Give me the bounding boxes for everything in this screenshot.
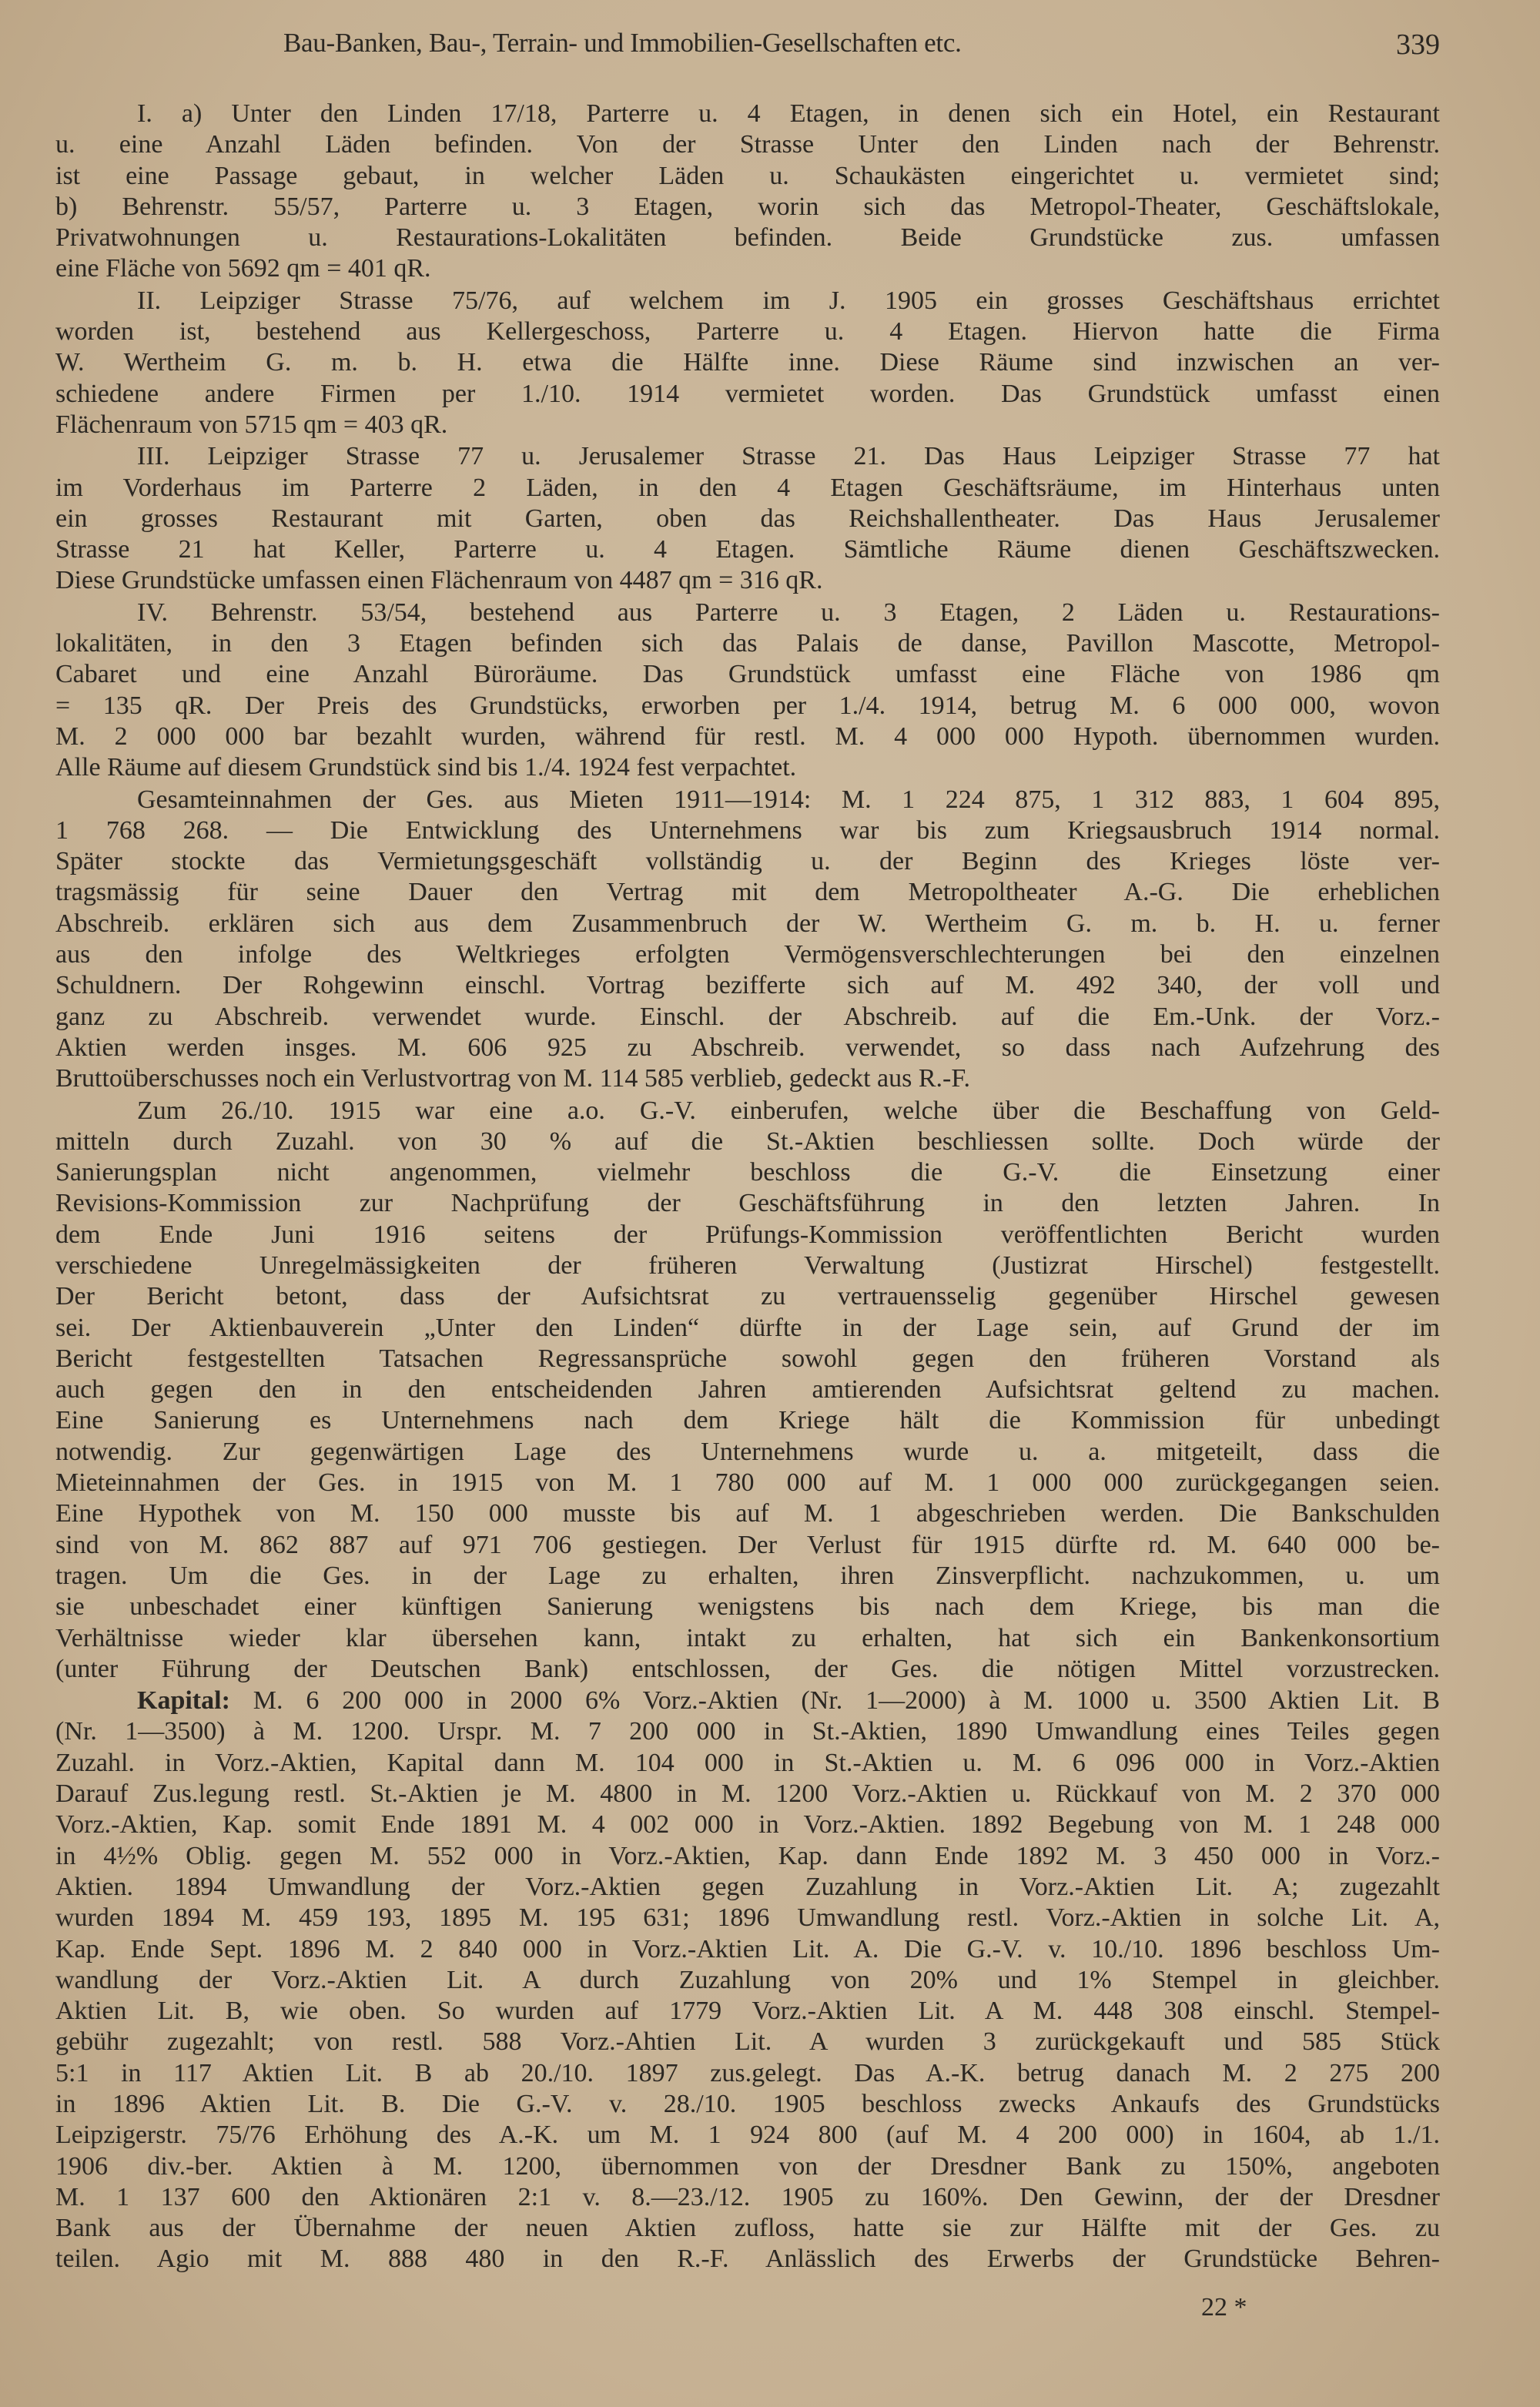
text-line: Verhältnisse wieder klar übersehen kann, intakt zu erhalten, hat sich ein Bankenkonsortium	[55, 1623, 1440, 1652]
text-line: mitteln durch Zuzahl. von 30 % auf die St.-Aktien beschliessen sollte. Doch würde der	[55, 1127, 1440, 1156]
paragraph	[55, 441, 1440, 596]
text-line: lokalitäten, in den 3 Etagen befinden sich das Palais de danse, Pavillon Mascotte, Metropol-	[55, 629, 1440, 658]
text-line: (unter Führung der Deutschen Bank) entschlossen, der Ges. die nötigen Mittel vorzustrecken.	[55, 1654, 1440, 1683]
text-line: u. eine Anzahl Läden befinden. Von der Strasse Unter den Linden nach der Behrenstr.	[55, 130, 1440, 159]
text-line: aus den infolge des Weltkrieges erfolgten Vermögensverschlechterungen bei den einzelnen	[55, 940, 1440, 969]
page-body	[55, 99, 1440, 2276]
text-line: Diese Grundstücke umfassen einen Flächenraum von 4487 qm = 316 qR.	[55, 566, 823, 595]
text-line: notwendig. Zur gegenwärtigen Lage des Unternehmens wurde u. a. mitgeteilt, dass die	[55, 1437, 1440, 1466]
text-line: dem Ende Juni 1916 seitens der Prüfungs-Kommission veröffentlichten Bericht wurden	[55, 1220, 1440, 1249]
text-line: Alle Räume auf diesem Grundstück sind bis 1./4. 1924 fest verpachtet.	[55, 753, 797, 782]
text-line: tragen. Um die Ges. in der Lage zu erhalten, ihren Zinsverpflicht. nachzukommen, u. um	[55, 1561, 1440, 1590]
text-line: M. 1 137 600 den Aktionären 2:1 v. 8.—23./12. 1905 zu 160%. Den Gewinn, der der Dresdner	[55, 2182, 1440, 2211]
paragraph	[55, 99, 1440, 285]
text-line: M. 2 000 000 bar bezahlt wurden, während für restl. M. 4 000 000 Hypoth. übernommen wurden.	[55, 721, 1440, 751]
text-line: Aktien. 1894 Umwandlung der Vorz.-Aktien gegen Zuzahlung in Vorz.-Aktien Lit. A; zugezahlt	[55, 1872, 1440, 1901]
page-number: 339	[1396, 28, 1440, 61]
text-line: Sanierungsplan nicht angenommen, vielmehr beschloss die G.-V. die Einsetzung einer	[55, 1158, 1440, 1187]
text-line: teilen. Agio mit M. 888 480 in den R.-F. Anlässlich des Erwerbs der Grundstücke Behren-	[55, 2245, 1440, 2274]
text-line: Abschreib. erklären sich aus dem Zusammenbruch der W. Wertheim G. m. b. H. u. ferner	[55, 909, 1440, 938]
signature-mark: 22 *	[1201, 2293, 1247, 2322]
text-line: schiedene andere Firmen per 1./10. 1914 vermietet worden. Das Grundstück umfasst einen	[55, 379, 1440, 408]
text-line: Darauf Zus.legung restl. St.-Aktien je M. 4800 in M. 1200 Vorz.-Aktien u. Rückkauf von M. 2 370 000	[55, 1779, 1440, 1809]
line-text: M. 6 200 000 in 2000 6% Vorz.-Aktien (Nr. 1—2000) à M. 1000 u. 3500 Aktien Lit. B	[253, 1686, 1441, 1716]
text-line	[55, 1686, 1440, 1716]
text-line: ist eine Passage gebaut, in welcher Läden u. Schaukästen eingerichtet u. vermietet sind;	[55, 161, 1440, 190]
text-line: Aktien Lit. B, wie oben. So wurden auf 1779 Vorz.-Aktien Lit. A M. 448 308 einschl. Stempel-	[55, 1997, 1440, 2026]
text-line: sind von M. 862 887 auf 971 706 gestiegen. Der Verlust für 1915 dürfte rd. M. 640 000 be-	[55, 1530, 1440, 1559]
running-header	[277, 28, 1440, 66]
text-line: = 135 qR. Der Preis des Grundstücks, erworben per 1./4. 1914, betrug M. 6 000 000, wovon	[55, 691, 1440, 720]
text-line: Später stockte das Vermietungsgeschäft vollständig u. der Beginn des Krieges löste ver-	[55, 847, 1440, 876]
text-line: wandlung der Vorz.-Aktien Lit. A durch Zuzahlung von 20% und 1% Stempel in gleichber.	[55, 1965, 1440, 1994]
text-line: Eine Sanierung es Unternehmens nach dem Kriege hält die Kommission für unbedingt	[55, 1406, 1440, 1435]
text-line: Bericht festgestellten Tatsachen Regressansprüche sowohl gegen den früheren Vorstand als	[55, 1344, 1440, 1373]
text-line: Kap. Ende Sept. 1896 M. 2 840 000 in Vorz.-Aktien Lit. A. Die G.-V. v. 10./10. 1896 beschloss Um-	[55, 1934, 1440, 1963]
text-line: im Vorderhaus im Parterre 2 Läden, in den 4 Etagen Geschäftsräume, im Hinterhaus unten	[55, 473, 1440, 502]
text-line: Zum 26./10. 1915 war eine a.o. G.-V. einberufen, welche über die Beschaffung von Geld-	[137, 1096, 1440, 1125]
text-line: ganz zu Abschreib. verwendet wurde. Einschl. der Abschreib. auf die Em.-Unk. der Vorz.-	[55, 1002, 1440, 1031]
text-line: tragsmässig für seine Dauer den Vertrag mit dem Metropoltheater A.-G. Die erheblichen	[55, 878, 1440, 907]
text-line: Cabaret und eine Anzahl Büroräume. Das Grundstück umfasst eine Fläche von 1986 qm	[55, 660, 1440, 689]
text-line: (Nr. 1—3500) à M. 1200. Urspr. M. 7 200 000 in St.-Aktien, 1890 Umwandlung eines Teiles gegen	[55, 1717, 1440, 1746]
text-line: Leipzigerstr. 75/76 Erhöhung des A.-K. um M. 1 924 800 (auf M. 4 200 000) in 1604, ab 1./1.	[55, 2121, 1440, 2150]
text-line: W. Wertheim G. m. b. H. etwa die Hälfte inne. Diese Räume sind inzwischen an ver-	[55, 348, 1440, 377]
text-line: Flächenraum von 5715 qm = 403 qR.	[55, 410, 448, 439]
text-line: Zuzahl. in Vorz.-Aktien, Kapital dann M. 104 000 in St.-Aktien u. M. 6 096 000 in Vorz.-Aktien	[55, 1748, 1440, 1777]
text-line: Aktien werden insges. M. 606 925 zu Abschreib. verwendet, so dass nach Aufzehrung des	[55, 1033, 1440, 1062]
text-line: sie unbeschadet einer künftigen Sanierung wenigstens bis nach dem Kriege, bis man die	[55, 1592, 1440, 1622]
text-line: Der Bericht betont, dass der Aufsichtsrat zu vertrauensselig gegenüber Hirschel gewesen	[55, 1282, 1440, 1311]
text-line: Revisions-Kommission zur Nachprüfung der Geschäftsführung in den letzten Jahren. In	[55, 1189, 1440, 1218]
text-line: Strasse 21 hat Keller, Parterre u. 4 Etagen. Sämtliche Räume dienen Geschäftszwecken.	[55, 535, 1440, 564]
text-line: wurden 1894 M. 459 193, 1895 M. 195 631; 1896 Umwandlung restl. Vorz.-Aktien in solche Lit. A,	[55, 1903, 1440, 1933]
text-line: Schuldnern. Der Rohgewinn einschl. Vortrag bezifferte sich auf M. 492 340, der voll und	[55, 971, 1440, 1000]
text-line: Privatwohnungen u. Restaurations-Lokalitäten befinden. Beide Grundstücke zus. umfassen	[55, 223, 1440, 253]
text-line: auch gegen den in den entscheidenden Jahren amtierenden Aufsichtsrat geltend zu machen.	[55, 1375, 1440, 1404]
header-title: Bau-Banken, Bau-, Terrain- und Immobilien-Gesellschaften etc.	[283, 28, 962, 58]
text-line: 1 768 268. — Die Entwicklung des Unternehmens war bis zum Kriegsausbruch 1914 normal.	[55, 815, 1440, 845]
text-line: Gesamteinnahmen der Ges. aus Mieten 1911—1914: M. 1 224 875, 1 312 883, 1 604 895,	[137, 785, 1440, 814]
text-line: Bruttoüberschusses noch ein Verlustvortrag von M. 114 585 verblieb, gedeckt aus R.-F.	[55, 1064, 971, 1093]
text-line: I. a) Unter den Linden 17/18, Parterre u. 4 Etagen, in denen sich ein Hotel, ein Restaurant	[137, 99, 1440, 128]
text-line: Bank aus der Übernahme der neuen Aktien zufloss, hatte sie zur Hälfte mit der Ges. zu	[55, 2214, 1440, 2243]
text-line: worden ist, bestehend aus Kellergeschoss, Parterre u. 4 Etagen. Hiervon hatte die Firma	[55, 317, 1440, 346]
paragraph	[55, 286, 1440, 440]
text-line: Eine Hypothek von M. 150 000 musste bis auf M. 1 abgeschrieben werden. Die Bankschulden	[55, 1499, 1440, 1528]
text-line: Mieteinnahmen der Ges. in 1915 von M. 1 780 000 auf M. 1 000 000 zurückgegangen seien.	[55, 1468, 1440, 1498]
text-line: Vorz.-Aktien, Kap. somit Ende 1891 M. 4 002 000 in Vorz.-Aktien. 1892 Begebung von M. 1 248 000	[55, 1810, 1440, 1840]
paragraph	[55, 1096, 1440, 1686]
section-lead: Kapital:	[137, 1686, 230, 1716]
text-line: III. Leipziger Strasse 77 u. Jerusalemer Strasse 21. Das Haus Leipziger Strasse 77 hat	[137, 442, 1440, 471]
text-line: eine Fläche von 5692 qm = 401 qR.	[55, 254, 431, 283]
text-line: verschiedene Unregelmässigkeiten der früheren Verwaltung (Justizrat Hirschel) festgestellt.	[55, 1250, 1440, 1280]
text-line: in 1896 Aktien Lit. B. Die G.-V. v. 28./10. 1905 beschloss zwecks Ankaufs des Grundstücks	[55, 2090, 1440, 2118]
text-line: gebühr zugezahlt; von restl. 588 Vorz.-Ahtien Lit. A wurden 3 zurückgekauft und 585 Stück	[55, 2027, 1440, 2057]
text-line: II. Leipziger Strasse 75/76, auf welchem im J. 1905 ein grosses Geschäftshaus errichtet	[137, 286, 1440, 315]
paragraph	[55, 598, 1440, 784]
text-line: IV. Behrenstr. 53/54, bestehend aus Parterre u. 3 Etagen, 2 Läden u. Restaurations-	[137, 598, 1440, 627]
text-line: 5:1 in 117 Aktien Lit. B ab 20./10. 1897 zus.gelegt. Das A.-K. betrug danach M. 2 275 200	[55, 2058, 1440, 2087]
text-line: in 4½% Oblig. gegen M. 552 000 in Vorz.-Aktien, Kap. dann Ende 1892 M. 3 450 000 in Vorz.-	[55, 1841, 1440, 1870]
text-line: b) Behrenstr. 55/57, Parterre u. 3 Etagen, worin sich das Metropol-Theater, Geschäftslokale,	[55, 192, 1440, 221]
paragraph	[55, 1686, 1440, 2275]
paragraph	[55, 785, 1440, 1095]
text-line: 1906 div.-ber. Aktien à M. 1200, übernommen von der Dresdner Bank zu 150%, angeboten	[55, 2151, 1440, 2181]
text-line: ein grosses Restaurant mit Garten, oben das Reichshallentheater. Das Haus Jerusalemer	[55, 504, 1440, 533]
text-line: sei. Der Aktienbauverein „Unter den Linden“ dürfte in der Lage sein, auf Grund der im	[55, 1313, 1440, 1342]
